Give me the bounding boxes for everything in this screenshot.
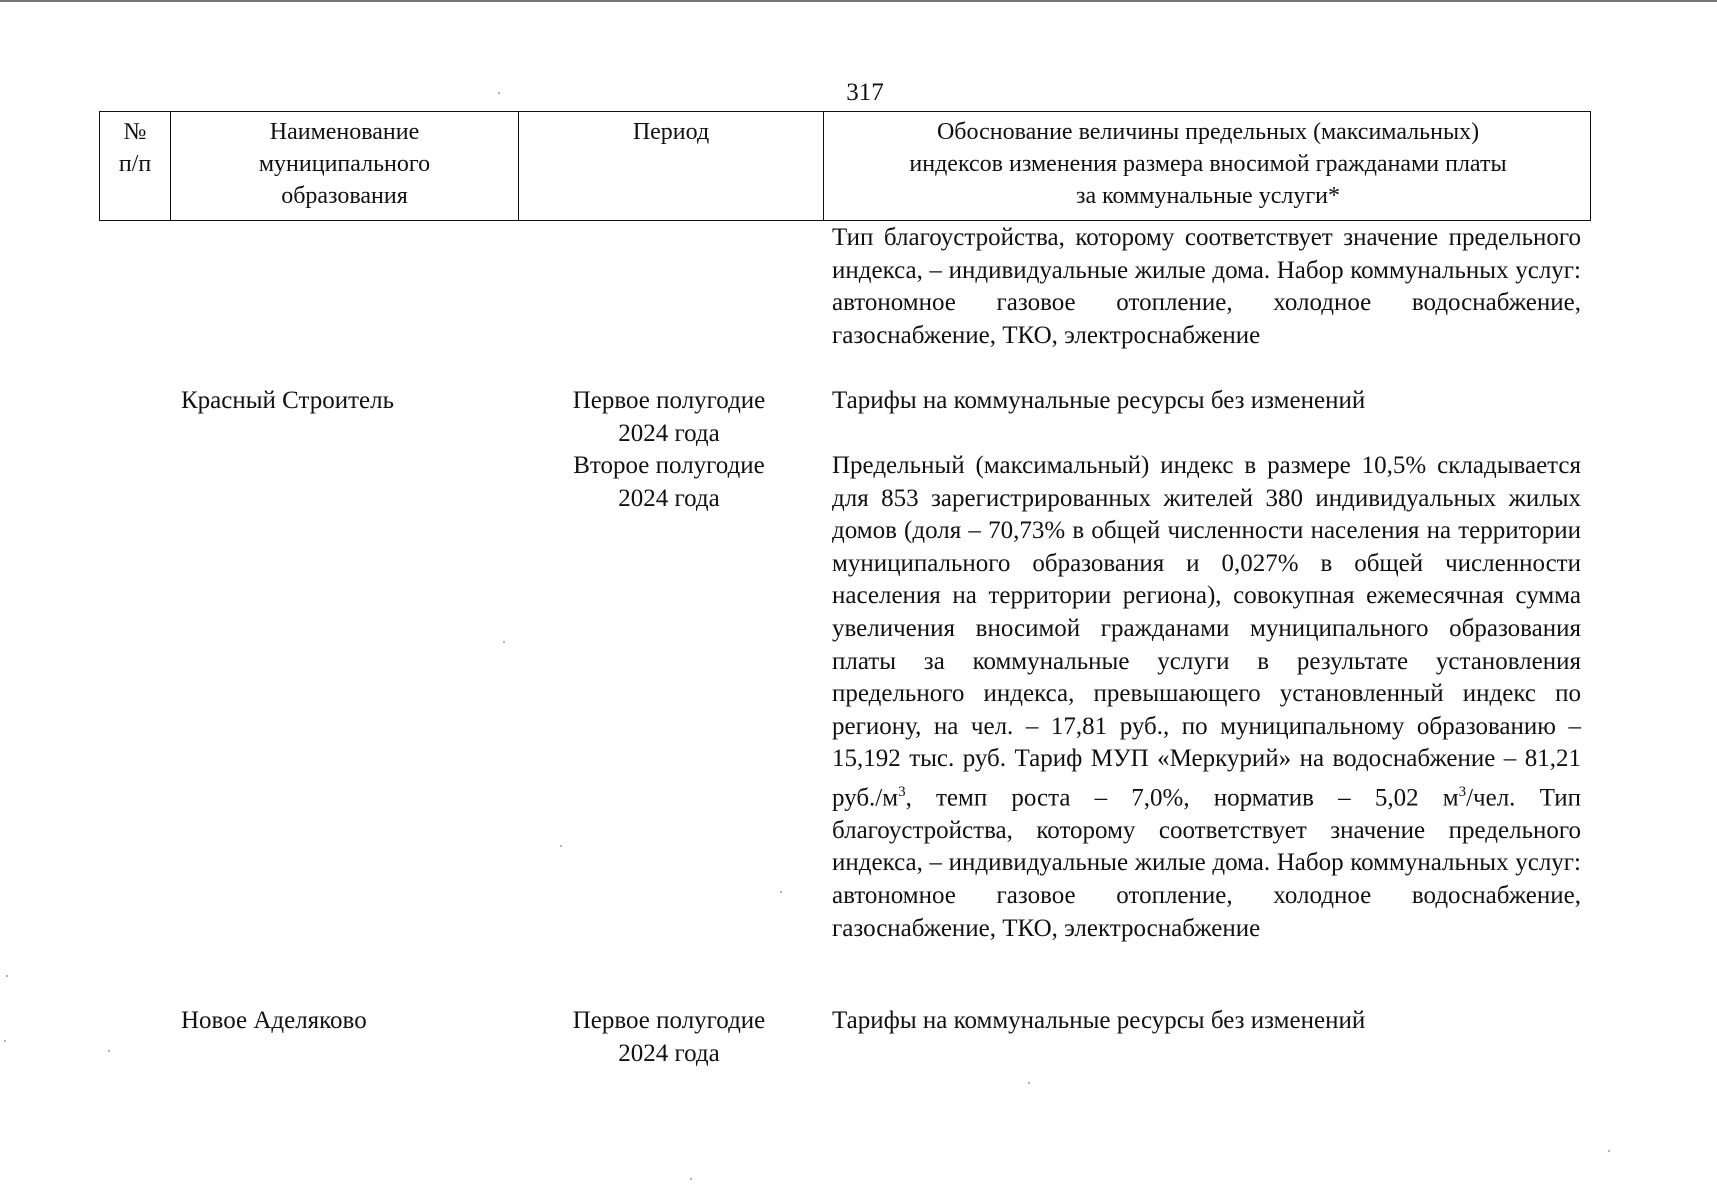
- scan-speck: [780, 891, 782, 893]
- basis-cell: Тарифы на коммунальные ресурсы без изменений: [832, 387, 1366, 414]
- period-line: 2024 года: [618, 484, 720, 512]
- period-line: Первое полугодие: [572, 387, 766, 414]
- scan-speck: [1608, 1150, 1610, 1152]
- superscript: 3: [1458, 783, 1467, 800]
- basis-text: Предельный (максимальный) индекс в размере 10,5% складывается для 853 зарегистрированных жителей 380 индивидуальных жилых домов (доля – 70,73% в общей численности населения на территории муниципального образования и 0,027% в общей численности населения на территории региона), совокупная ежемесячная сумма увеличения вносимой гражданами муниципального образования платы за коммунальные услуги в результате установления предельного индекса, превышающего установленный индекс по региону, на чел. – 17,81 руб., по муниципальному образованию – 15,192 тыс. руб. Тариф МУП «Меркурий» на водоснабжение – 81,21 руб./м: [832, 452, 1581, 812]
- header-text: муниципального: [258, 151, 431, 177]
- superscript: 3: [898, 783, 906, 800]
- header-col-period: [519, 112, 824, 220]
- basis-text: , темп роста – 7,0%, норматив – 5,02 м: [905, 784, 1459, 812]
- basis-cell: [832, 450, 1581, 945]
- period-line: Второе полугодие: [573, 452, 765, 479]
- basis-continuation: Тип благоустройства, которому соответствует значение предельного индекса, – индивидуальные жилые дома. Набор коммунальных услуг: автономное газовое отопление, холодное водоснабжение, газоснабжение, ТКО, электроснабжение: [832, 224, 1581, 349]
- period-cell: [544, 450, 794, 515]
- period-cell: [544, 385, 794, 450]
- period-line: Первое полугодие: [572, 1007, 766, 1034]
- scan-speck: [108, 1050, 110, 1052]
- header-text: №: [123, 119, 147, 145]
- basis-cell: Тарифы на коммунальные ресурсы без изменений: [832, 1007, 1366, 1034]
- header-col-municipality: [171, 112, 519, 220]
- period-line: 2024 года: [618, 1039, 720, 1067]
- municipality-name: Новое Аделяково: [181, 1007, 367, 1034]
- scan-speck: [1028, 1082, 1030, 1084]
- header-text: образования: [281, 183, 408, 209]
- scan-speck: [690, 1178, 692, 1180]
- table-header: [99, 111, 1591, 221]
- scan-speck: [498, 92, 500, 94]
- scan-speck: [4, 1040, 6, 1042]
- municipality-name: Красный Строитель: [181, 387, 395, 414]
- header-text: п/п: [118, 151, 152, 177]
- basis-text: /чел. Тип благоустройства, которому соответствует значение предельного индекса, – индивидуальные жилые дома. Набор коммунальных услуг: автономное газовое отопление, холодное водоснабжение, газоснабжение, ТКО, электроснабжение: [832, 784, 1581, 942]
- scan-speck: [560, 845, 562, 847]
- period-line: 2024 года: [618, 419, 720, 447]
- scan-speck: [503, 641, 505, 643]
- header-col-basis: [824, 112, 1592, 220]
- header-text: Наименование: [269, 119, 420, 145]
- header-text: за коммунальные услуги*: [1075, 183, 1341, 209]
- header-text: Обоснование величины предельных (максимальных): [936, 119, 1480, 145]
- header-text: Период: [632, 119, 710, 145]
- header-col-number: [100, 112, 171, 220]
- page-number: 317: [846, 79, 884, 106]
- scan-speck: [6, 975, 8, 977]
- header-text: индексов изменения размера вносимой гражданами платы: [909, 151, 1507, 177]
- scan-top-edge: [0, 0, 1717, 2]
- period-cell: [544, 1005, 794, 1070]
